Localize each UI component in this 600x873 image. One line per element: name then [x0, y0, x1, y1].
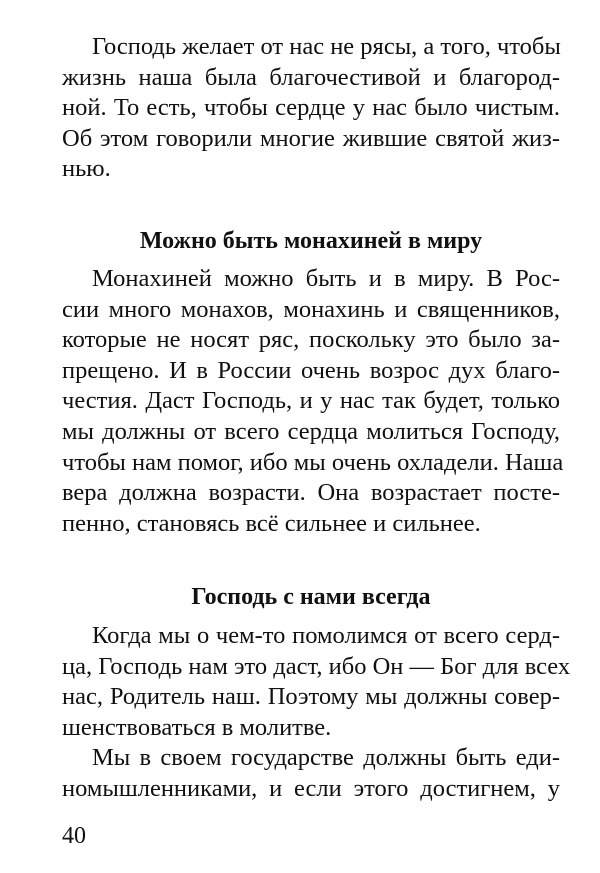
text-line: чтобы нам помог, ибо мы очень охладели. Наша: [62, 448, 564, 476]
text-line: Монахиней можно быть и в миру. В Рос-: [92, 265, 560, 292]
text-line: нас, Родитель наш. Поэтому мы должны совер-: [62, 683, 560, 711]
text-line: честия. Даст Господь, и у нас так будет, только: [62, 387, 560, 415]
text-line: ца, Господь нам это даст, ибо Он — Бог для всех: [62, 652, 571, 680]
section-heading: Можно быть монахиней в миру: [139, 228, 483, 254]
text-line: Господь желает от нас не рясы, а того, чтобы: [92, 33, 561, 60]
section-heading: Господь с нами всегда: [191, 584, 431, 610]
text-line: которые не носят ряс, поскольку это было за-: [62, 326, 560, 354]
paragraph-lord-always-with-us: [62, 621, 571, 805]
text-line: сии много монахов, монахинь и священников,: [62, 295, 560, 323]
text-line: прещено. И в России очень возрос дух благо-: [62, 356, 560, 384]
paragraph-monastic-in-world: [62, 264, 564, 539]
text-line: ной. То есть, чтобы сердце у нас было чистым.: [62, 94, 560, 122]
text-line: жизнь наша была благочестивой и благород-: [62, 63, 560, 91]
text-line: номышленниками, и если этого достигнем, у: [62, 774, 560, 802]
paragraph-intro: [62, 32, 560, 185]
text-line: вера должна возрасти. Она возрастает посте-: [62, 479, 560, 507]
text-line: Когда мы о чем-то помолимся от всего серд-: [92, 622, 560, 649]
text-line: шенствоваться в молитве.: [62, 713, 332, 741]
text-line: мы должны от всего сердца молиться Господу,: [62, 417, 560, 445]
text-line: Мы в своем государстве должны быть еди-: [92, 744, 560, 772]
text-line: нью.: [62, 155, 111, 183]
text-line: Об этом говорили многие жившие святой жиз-: [62, 124, 560, 152]
text-line: пенно, становясь всё сильнее и сильнее.: [62, 509, 481, 537]
page-number: 40: [62, 823, 86, 849]
